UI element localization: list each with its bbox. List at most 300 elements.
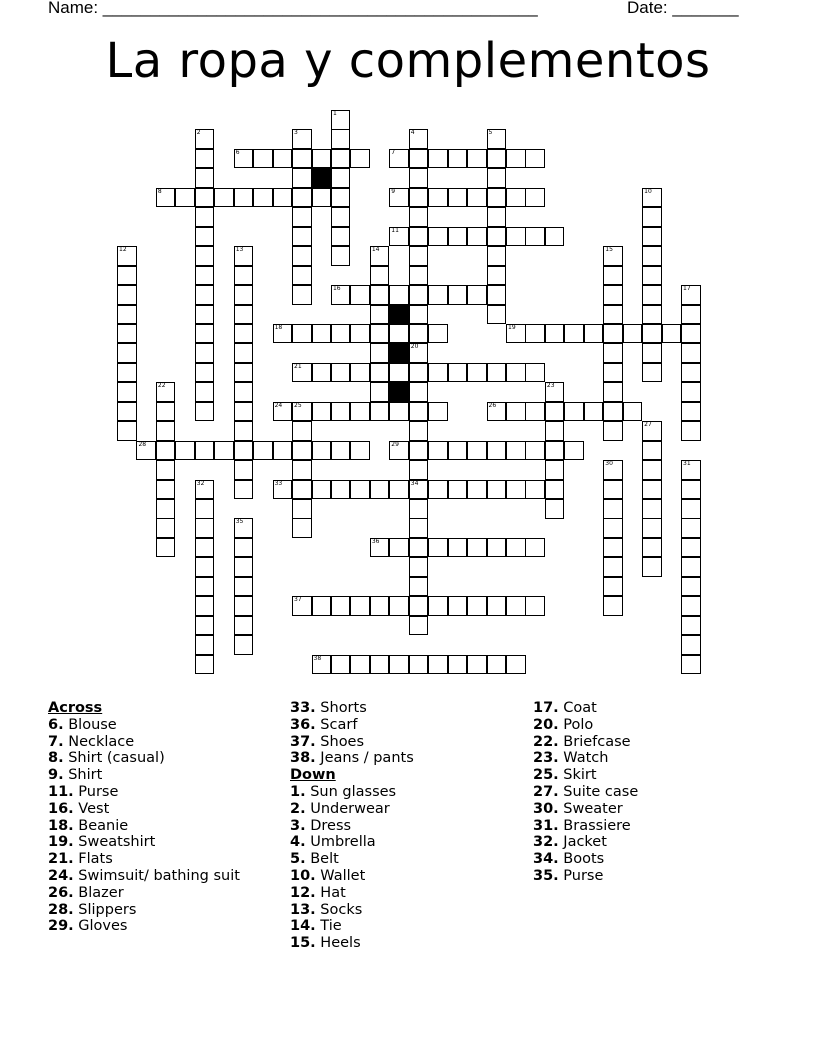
grid-cell[interactable] (681, 499, 701, 519)
grid-cell[interactable] (195, 655, 215, 675)
grid-cell[interactable] (623, 324, 643, 344)
grid-cell[interactable] (312, 149, 332, 169)
grid-cell[interactable] (350, 324, 370, 344)
grid-cell[interactable] (681, 285, 701, 305)
grid-cell[interactable] (487, 596, 507, 616)
grid-cell[interactable] (681, 616, 701, 636)
grid-cell[interactable] (292, 460, 312, 480)
grid-cell[interactable] (681, 324, 701, 344)
grid-cell[interactable] (331, 149, 351, 169)
grid-cell[interactable] (234, 149, 254, 169)
grid-cell[interactable] (681, 480, 701, 500)
grid-cell[interactable] (681, 596, 701, 616)
grid-cell[interactable] (525, 188, 545, 208)
grid-cell[interactable] (156, 460, 176, 480)
grid-cell[interactable] (525, 480, 545, 500)
grid-cell[interactable] (409, 577, 429, 597)
grid-cell[interactable] (409, 557, 429, 577)
grid-cell[interactable] (331, 480, 351, 500)
grid-cell[interactable] (273, 324, 293, 344)
grid-cell[interactable] (234, 421, 254, 441)
grid-cell[interactable] (331, 110, 351, 130)
grid-cell[interactable] (409, 616, 429, 636)
grid-cell[interactable] (603, 518, 623, 538)
grid-cell[interactable] (370, 246, 390, 266)
grid-cell[interactable] (350, 285, 370, 305)
grid-cell[interactable] (292, 596, 312, 616)
grid-cell[interactable] (195, 343, 215, 363)
grid-cell[interactable] (467, 149, 487, 169)
grid-cell[interactable] (117, 246, 137, 266)
grid-cell[interactable] (350, 402, 370, 422)
grid-cell[interactable] (409, 596, 429, 616)
grid-cell[interactable] (214, 441, 234, 461)
grid-cell[interactable] (389, 363, 409, 383)
grid-cell[interactable] (487, 363, 507, 383)
grid-cell[interactable] (117, 421, 137, 441)
grid-cell[interactable] (487, 188, 507, 208)
grid-cell[interactable] (642, 499, 662, 519)
grid-cell[interactable] (117, 382, 137, 402)
grid-cell[interactable] (448, 149, 468, 169)
grid-cell[interactable] (136, 441, 156, 461)
grid-cell[interactable] (389, 402, 409, 422)
grid-cell[interactable] (312, 655, 332, 675)
grid-cell[interactable] (642, 246, 662, 266)
grid-cell[interactable] (292, 324, 312, 344)
grid-cell[interactable] (467, 596, 487, 616)
grid-cell[interactable] (234, 480, 254, 500)
grid-cell[interactable] (487, 227, 507, 247)
grid-cell[interactable] (603, 266, 623, 286)
grid-cell[interactable] (487, 246, 507, 266)
grid-cell[interactable] (545, 499, 565, 519)
grid-cell[interactable] (389, 655, 409, 675)
grid-cell[interactable] (312, 363, 332, 383)
grid-cell[interactable] (428, 188, 448, 208)
grid-cell[interactable] (312, 441, 332, 461)
grid-cell[interactable] (175, 188, 195, 208)
grid-cell[interactable] (156, 441, 176, 461)
grid-cell[interactable] (195, 363, 215, 383)
grid-cell[interactable] (370, 655, 390, 675)
grid-cell[interactable] (603, 577, 623, 597)
grid-cell[interactable] (603, 421, 623, 441)
grid-cell[interactable] (389, 538, 409, 558)
grid-cell[interactable] (331, 441, 351, 461)
grid-cell[interactable] (195, 518, 215, 538)
grid-cell[interactable] (525, 227, 545, 247)
grid-cell[interactable] (156, 188, 176, 208)
grid-cell[interactable] (545, 382, 565, 402)
grid-cell[interactable] (428, 149, 448, 169)
grid-cell[interactable] (448, 596, 468, 616)
grid-cell[interactable] (195, 188, 215, 208)
grid-cell[interactable] (195, 129, 215, 149)
grid-cell[interactable] (448, 188, 468, 208)
grid-cell[interactable] (234, 246, 254, 266)
grid-cell[interactable] (525, 596, 545, 616)
grid-cell[interactable] (117, 285, 137, 305)
grid-cell[interactable] (156, 421, 176, 441)
grid-cell[interactable] (389, 227, 409, 247)
grid-cell[interactable] (273, 188, 293, 208)
grid-cell[interactable] (195, 402, 215, 422)
grid-cell[interactable] (409, 538, 429, 558)
grid-cell[interactable] (681, 518, 701, 538)
grid-cell[interactable] (370, 382, 390, 402)
grid-cell[interactable] (350, 655, 370, 675)
grid-cell[interactable] (662, 324, 682, 344)
grid-cell[interactable] (195, 577, 215, 597)
grid-cell[interactable] (448, 480, 468, 500)
grid-cell[interactable] (292, 188, 312, 208)
grid-cell[interactable] (642, 460, 662, 480)
grid-cell[interactable] (331, 655, 351, 675)
grid-cell[interactable] (331, 227, 351, 247)
grid-cell[interactable] (214, 188, 234, 208)
grid-cell[interactable] (642, 343, 662, 363)
grid-cell[interactable] (195, 441, 215, 461)
grid-cell[interactable] (487, 402, 507, 422)
grid-cell[interactable] (409, 499, 429, 519)
grid-cell[interactable] (292, 518, 312, 538)
grid-cell[interactable] (350, 596, 370, 616)
grid-cell[interactable] (117, 343, 137, 363)
grid-cell[interactable] (292, 441, 312, 461)
grid-cell[interactable] (545, 480, 565, 500)
grid-cell[interactable] (506, 149, 526, 169)
grid-cell[interactable] (389, 285, 409, 305)
grid-cell[interactable] (234, 460, 254, 480)
grid-cell[interactable] (545, 460, 565, 480)
grid-cell[interactable] (545, 421, 565, 441)
grid-cell[interactable] (370, 285, 390, 305)
grid-cell[interactable] (370, 305, 390, 325)
grid-cell[interactable] (389, 324, 409, 344)
grid-cell[interactable] (234, 285, 254, 305)
grid-cell[interactable] (487, 285, 507, 305)
grid-cell[interactable] (642, 324, 662, 344)
grid-cell[interactable] (195, 557, 215, 577)
grid-cell[interactable] (389, 480, 409, 500)
grid-cell[interactable] (642, 441, 662, 461)
grid-cell[interactable] (409, 227, 429, 247)
grid-cell[interactable] (681, 538, 701, 558)
grid-cell[interactable] (234, 441, 254, 461)
grid-cell[interactable] (681, 460, 701, 480)
grid-cell[interactable] (409, 382, 429, 402)
grid-cell[interactable] (603, 324, 623, 344)
grid-cell[interactable] (331, 129, 351, 149)
grid-cell[interactable] (331, 246, 351, 266)
grid-cell[interactable] (487, 441, 507, 461)
grid-cell[interactable] (195, 499, 215, 519)
grid-cell[interactable] (370, 343, 390, 363)
grid-cell[interactable] (292, 285, 312, 305)
grid-cell[interactable] (195, 538, 215, 558)
grid-cell[interactable] (312, 188, 332, 208)
grid-cell[interactable] (448, 655, 468, 675)
grid-cell[interactable] (467, 655, 487, 675)
grid-cell[interactable] (409, 129, 429, 149)
grid-cell[interactable] (292, 227, 312, 247)
grid-cell[interactable] (234, 188, 254, 208)
grid-cell[interactable] (487, 149, 507, 169)
grid-cell[interactable] (467, 285, 487, 305)
grid-cell[interactable] (681, 363, 701, 383)
grid-cell[interactable] (409, 480, 429, 500)
grid-cell[interactable] (292, 421, 312, 441)
grid-cell[interactable] (506, 480, 526, 500)
grid-cell[interactable] (603, 305, 623, 325)
grid-cell[interactable] (156, 480, 176, 500)
grid-cell[interactable] (292, 499, 312, 519)
grid-cell[interactable] (389, 441, 409, 461)
grid-cell[interactable] (506, 324, 526, 344)
grid-cell[interactable] (506, 596, 526, 616)
grid-cell[interactable] (428, 363, 448, 383)
grid-cell[interactable] (681, 402, 701, 422)
grid-cell[interactable] (195, 246, 215, 266)
grid-cell[interactable] (584, 402, 604, 422)
grid-cell[interactable] (312, 480, 332, 500)
grid-cell[interactable] (603, 538, 623, 558)
grid-cell[interactable] (234, 402, 254, 422)
grid-cell[interactable] (370, 596, 390, 616)
grid-cell[interactable] (603, 246, 623, 266)
grid-cell[interactable] (234, 616, 254, 636)
grid-cell[interactable] (467, 441, 487, 461)
grid-cell[interactable] (234, 324, 254, 344)
grid-cell[interactable] (448, 441, 468, 461)
grid-cell[interactable] (389, 149, 409, 169)
grid-cell[interactable] (253, 149, 273, 169)
grid-cell[interactable] (195, 149, 215, 169)
grid-cell[interactable] (448, 363, 468, 383)
grid-cell[interactable] (506, 441, 526, 461)
grid-cell[interactable] (195, 266, 215, 286)
grid-cell[interactable] (331, 363, 351, 383)
grid-cell[interactable] (603, 460, 623, 480)
grid-cell[interactable] (681, 635, 701, 655)
grid-cell[interactable] (234, 518, 254, 538)
grid-cell[interactable] (292, 246, 312, 266)
grid-cell[interactable] (195, 616, 215, 636)
grid-cell[interactable] (195, 285, 215, 305)
grid-cell[interactable] (487, 129, 507, 149)
grid-cell[interactable] (428, 538, 448, 558)
grid-cell[interactable] (525, 363, 545, 383)
grid-cell[interactable] (506, 227, 526, 247)
grid-cell[interactable] (448, 538, 468, 558)
grid-cell[interactable] (292, 207, 312, 227)
grid-cell[interactable] (234, 557, 254, 577)
grid-cell[interactable] (292, 480, 312, 500)
grid-cell[interactable] (331, 402, 351, 422)
grid-cell[interactable] (195, 227, 215, 247)
grid-cell[interactable] (312, 596, 332, 616)
grid-cell[interactable] (195, 480, 215, 500)
grid-cell[interactable] (389, 596, 409, 616)
grid-cell[interactable] (603, 343, 623, 363)
grid-cell[interactable] (506, 655, 526, 675)
grid-cell[interactable] (428, 596, 448, 616)
grid-cell[interactable] (350, 480, 370, 500)
grid-cell[interactable] (409, 655, 429, 675)
grid-cell[interactable] (603, 557, 623, 577)
grid-cell[interactable] (487, 480, 507, 500)
grid-cell[interactable] (525, 402, 545, 422)
grid-cell[interactable] (117, 305, 137, 325)
grid-cell[interactable] (467, 188, 487, 208)
grid-cell[interactable] (506, 538, 526, 558)
grid-cell[interactable] (467, 363, 487, 383)
grid-cell[interactable] (156, 499, 176, 519)
grid-cell[interactable] (409, 188, 429, 208)
grid-cell[interactable] (292, 149, 312, 169)
grid-cell[interactable] (292, 168, 312, 188)
grid-cell[interactable] (642, 188, 662, 208)
grid-cell[interactable] (525, 538, 545, 558)
grid-cell[interactable] (331, 168, 351, 188)
grid-cell[interactable] (467, 227, 487, 247)
grid-cell[interactable] (117, 324, 137, 344)
grid-cell[interactable] (156, 402, 176, 422)
grid-cell[interactable] (195, 305, 215, 325)
grid-cell[interactable] (409, 402, 429, 422)
grid-cell[interactable] (234, 266, 254, 286)
grid-cell[interactable] (117, 363, 137, 383)
grid-cell[interactable] (623, 402, 643, 422)
grid-cell[interactable] (331, 596, 351, 616)
grid-cell[interactable] (525, 441, 545, 461)
grid-cell[interactable] (409, 149, 429, 169)
grid-cell[interactable] (253, 441, 273, 461)
grid-cell[interactable] (681, 421, 701, 441)
grid-cell[interactable] (448, 227, 468, 247)
grid-cell[interactable] (642, 557, 662, 577)
grid-cell[interactable] (467, 480, 487, 500)
grid-cell[interactable] (545, 324, 565, 344)
grid-cell[interactable] (681, 343, 701, 363)
grid-cell[interactable] (603, 499, 623, 519)
grid-cell[interactable] (642, 421, 662, 441)
grid-cell[interactable] (234, 343, 254, 363)
grid-cell[interactable] (428, 402, 448, 422)
grid-cell[interactable] (506, 188, 526, 208)
grid-cell[interactable] (428, 655, 448, 675)
grid-cell[interactable] (409, 324, 429, 344)
grid-cell[interactable] (603, 596, 623, 616)
grid-cell[interactable] (642, 538, 662, 558)
grid-cell[interactable] (156, 382, 176, 402)
grid-cell[interactable] (409, 207, 429, 227)
grid-cell[interactable] (428, 324, 448, 344)
grid-cell[interactable] (370, 266, 390, 286)
grid-cell[interactable] (545, 402, 565, 422)
grid-cell[interactable] (409, 460, 429, 480)
grid-cell[interactable] (487, 655, 507, 675)
grid-cell[interactable] (292, 266, 312, 286)
grid-cell[interactable] (642, 227, 662, 247)
grid-cell[interactable] (234, 538, 254, 558)
grid-cell[interactable] (273, 402, 293, 422)
grid-cell[interactable] (195, 635, 215, 655)
grid-cell[interactable] (642, 480, 662, 500)
grid-cell[interactable] (642, 363, 662, 383)
grid-cell[interactable] (292, 129, 312, 149)
grid-cell[interactable] (175, 441, 195, 461)
grid-cell[interactable] (273, 441, 293, 461)
grid-cell[interactable] (273, 480, 293, 500)
grid-cell[interactable] (487, 305, 507, 325)
grid-cell[interactable] (195, 596, 215, 616)
grid-cell[interactable] (603, 285, 623, 305)
grid-cell[interactable] (487, 168, 507, 188)
grid-cell[interactable] (409, 343, 429, 363)
grid-cell[interactable] (564, 441, 584, 461)
grid-cell[interactable] (331, 285, 351, 305)
grid-cell[interactable] (409, 441, 429, 461)
grid-cell[interactable] (234, 305, 254, 325)
grid-cell[interactable] (389, 188, 409, 208)
grid-cell[interactable] (370, 480, 390, 500)
grid-cell[interactable] (603, 363, 623, 383)
grid-cell[interactable] (253, 188, 273, 208)
grid-cell[interactable] (603, 402, 623, 422)
grid-cell[interactable] (428, 441, 448, 461)
grid-cell[interactable] (506, 402, 526, 422)
grid-cell[interactable] (234, 363, 254, 383)
grid-cell[interactable] (642, 305, 662, 325)
grid-cell[interactable] (409, 518, 429, 538)
grid-cell[interactable] (195, 168, 215, 188)
grid-cell[interactable] (584, 324, 604, 344)
grid-cell[interactable] (681, 655, 701, 675)
grid-cell[interactable] (234, 596, 254, 616)
grid-cell[interactable] (195, 207, 215, 227)
grid-cell[interactable] (331, 188, 351, 208)
grid-cell[interactable] (506, 363, 526, 383)
grid-cell[interactable] (350, 441, 370, 461)
grid-cell[interactable] (487, 207, 507, 227)
grid-cell[interactable] (603, 480, 623, 500)
grid-cell[interactable] (409, 285, 429, 305)
grid-cell[interactable] (409, 363, 429, 383)
grid-cell[interactable] (350, 363, 370, 383)
grid-cell[interactable] (331, 207, 351, 227)
grid-cell[interactable] (234, 577, 254, 597)
grid-cell[interactable] (234, 635, 254, 655)
grid-cell[interactable] (448, 285, 468, 305)
grid-cell[interactable] (195, 382, 215, 402)
grid-cell[interactable] (156, 538, 176, 558)
grid-cell[interactable] (370, 402, 390, 422)
grid-cell[interactable] (525, 149, 545, 169)
grid-cell[interactable] (564, 402, 584, 422)
grid-cell[interactable] (428, 480, 448, 500)
grid-cell[interactable] (292, 402, 312, 422)
grid-cell[interactable] (409, 266, 429, 286)
grid-cell[interactable] (545, 227, 565, 247)
grid-cell[interactable] (292, 363, 312, 383)
grid-cell[interactable] (428, 227, 448, 247)
grid-cell[interactable] (331, 324, 351, 344)
grid-cell[interactable] (525, 324, 545, 344)
grid-cell[interactable] (370, 363, 390, 383)
grid-cell[interactable] (545, 441, 565, 461)
